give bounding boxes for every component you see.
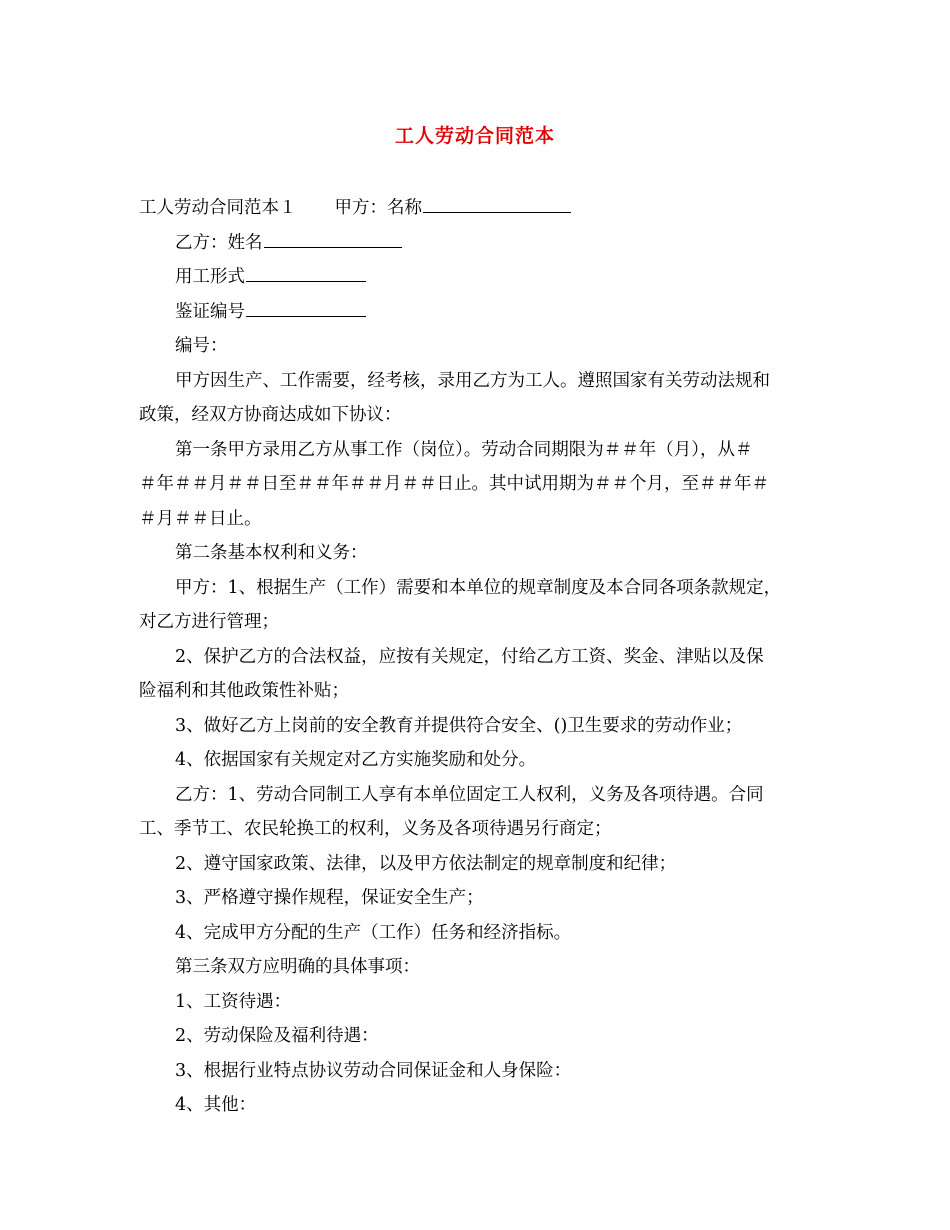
party-b-name-line: 乙方：姓名 [139,226,829,261]
certification-number-line: 鉴证编号 [139,295,829,330]
employment-form-line: 用工形式 [139,260,829,295]
article-1-line: 第一条甲方录用乙方从事工作（岗位）。劳动合同期限为＃＃年（月），从＃ [175,439,753,460]
paragraph-line: 3、做好乙方上岗前的安全教育并提供符合安全、()卫生要求的劳动作业； [175,715,743,736]
paragraph-line: 乙方：1、劳动合同制工人享有本单位固定工人权利，义务及各项待遇。合同 [175,784,764,805]
party-b-name-blank [264,227,402,248]
article-3-heading: 第三条双方应明确的具体事项： [175,957,420,977]
list-item: 2、劳动保险及福利待遇： [175,1026,379,1046]
paragraph-line: 政策，经双方协商达成如下协议： [139,405,402,425]
paragraph-line: 工、季节工、农民轮换工的权利，义务及各项待遇另行商定； [139,819,612,839]
paragraph-line: 甲方因生产、工作需要，经考核，录用乙方为工人。遵照国家有关劳动法规和 [175,370,770,391]
article-2-heading: 第二条基本权利和义务： [175,543,368,563]
list-item: 4、其他： [175,1095,257,1115]
paragraph-line: ＃月＃＃日止。 [139,508,262,529]
paragraph-line: 甲方：1、根据生产（工作）需要和本单位的规章制度及本合同各项条款规定， [175,577,782,598]
paragraph-line: 对乙方进行管理； [139,612,279,632]
list-item: 1、工资待遇： [175,991,292,1012]
paragraph-line: 4、完成甲方分配的生产（工作）任务和经济指标。 [175,922,572,943]
paragraph-line: 3、严格遵守操作规程，保证安全生产； [175,888,484,908]
list-item: 3、根据行业特点协议劳动合同保证金和人身保险： [175,1060,572,1081]
document-body [139,191,829,1123]
number-line: 编号： [175,336,228,356]
paragraph-line: 2、保护乙方的合法权益，应按有关规定，付给乙方工资、奖金、津贴以及保 [175,646,764,667]
paragraph-line: 4、依据国家有关规定对乙方实施奖励和处分。 [175,750,537,770]
party-a-name-label: 甲方：名称 [334,198,422,218]
header-line-party-a [139,191,829,226]
certification-number-blank [246,296,366,317]
paragraph-line: ＃年＃＃月＃＃日至＃＃年＃＃月＃＃日止。其中试用期为＃＃个月，至＃＃年＃ [139,474,769,494]
paragraph-line: 2、遵守国家政策、法律，以及甲方依法制定的规章制度和纪律； [175,853,677,874]
paragraph-line: 险福利和其他政策性补贴； [139,681,349,701]
employment-form-blank [246,261,366,282]
document-title: 工人劳动合同范本 [394,125,555,147]
party-a-name-blank [423,192,571,213]
contract-sample-label: 工人劳动合同范本１ [139,198,297,218]
